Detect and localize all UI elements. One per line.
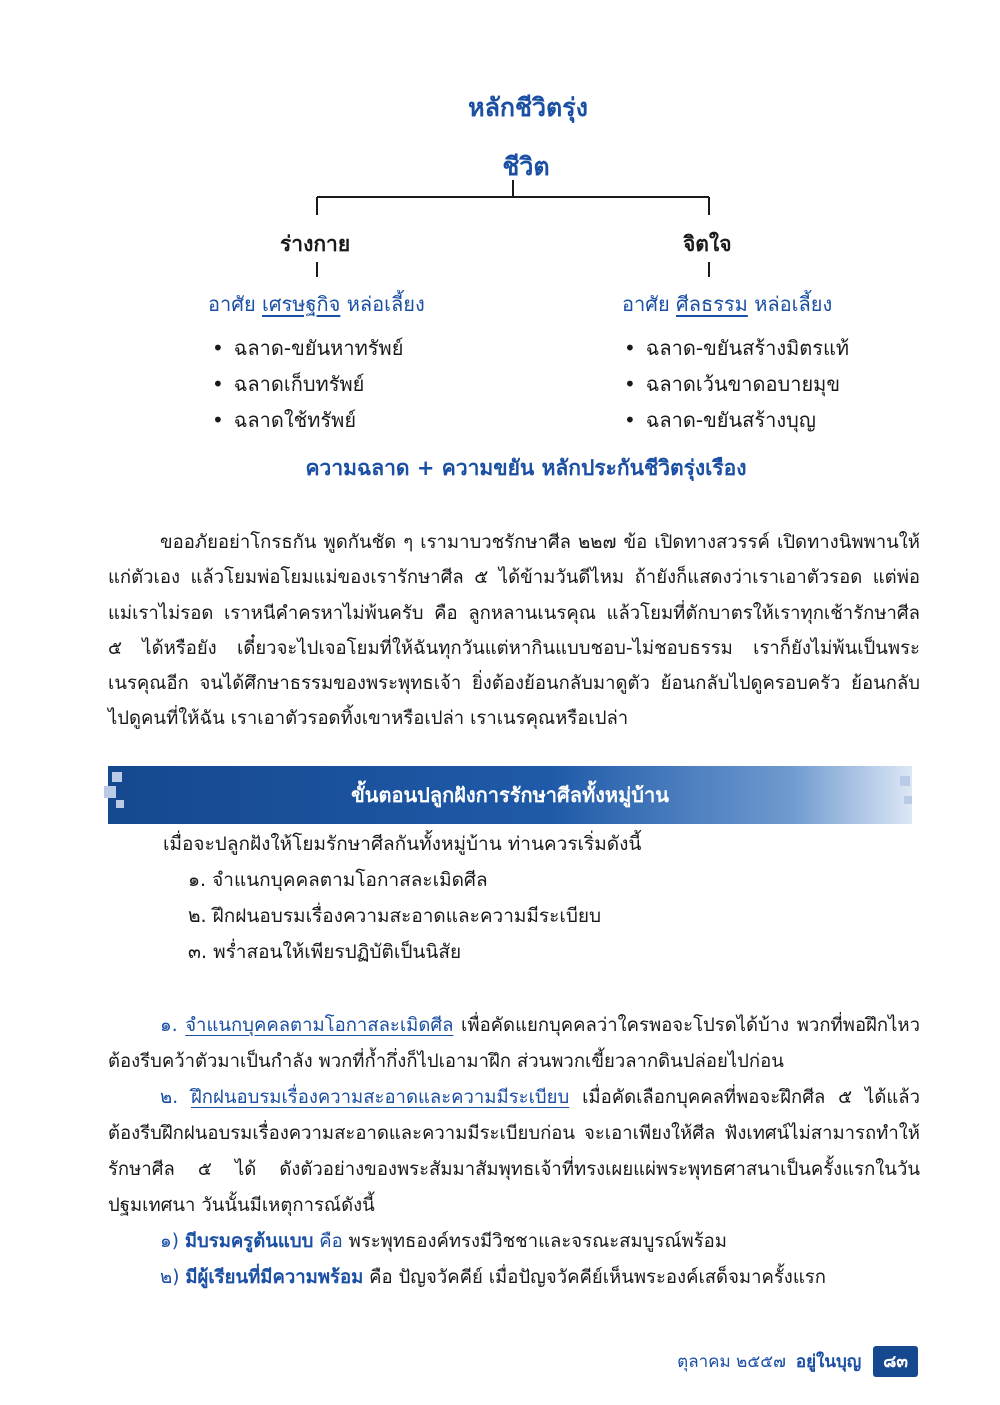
section-text: คือ ปัญจวัคคีย์ เมื่อปัญจวัคคีย์เห็นพระองค์เสด็จมาครั้งแรก: [363, 1267, 826, 1288]
left-support-suffix: หล่อเลี้ยง: [346, 292, 425, 316]
list-item: • ฉลาด-ขยันสร้างบุญ: [624, 402, 849, 438]
list-item: • ฉลาด-ขยันหาทรัพย์: [212, 330, 403, 366]
footer-date: ตุลาคม ๒๕๕๗: [677, 1352, 786, 1372]
section-heading: มีผู้เรียนที่มีความพร้อม: [185, 1267, 364, 1288]
diagram-slogan: ความฉลาด + ความขยัน หลักประกันชีวิตรุ่งเรือง: [305, 456, 747, 480]
right-support-text: [622, 288, 832, 320]
left-support-prefix: อาศัย: [208, 292, 256, 316]
section-banner: [108, 766, 912, 824]
page-number: ๘๓: [873, 1346, 918, 1377]
right-branch-label: จิตใจ: [683, 232, 732, 256]
list-item: • ฉลาดเก็บทรัพย์: [212, 366, 403, 402]
page-footer: [677, 1346, 918, 1377]
body-sections: [108, 1008, 920, 1296]
banner-pixel-decoration: [112, 772, 122, 782]
intro-paragraph: [108, 525, 920, 737]
section-banner-title: ขั้นตอนปลูกฝังการรักษาศีลทั้งหมู่บ้าน: [351, 783, 669, 807]
section-1: [108, 1008, 920, 1080]
section-link-word: คือ: [319, 1231, 343, 1252]
right-support-suffix: หล่อเลี้ยง: [754, 292, 833, 316]
list-item: ๓. พร่ำสอนให้เพียรปฏิบัติเป็นนิสัย: [188, 941, 462, 963]
section-heading: มีบรมครูต้นแบบ: [184, 1231, 314, 1252]
steps-list: [188, 862, 601, 970]
section-text: เพื่อคัดแยกบุคคลว่าใครพอจะโปรดได้บ้าง พวกที่พอฝึกไหว ต้องรีบคว้าตัวมาเป็นกำลัง พวกที่ก้ำกึ่งก็ไปเอามาฝึก ส่วนพวกเขี้ยวลากดินปล่อยไปก่อน: [108, 1015, 920, 1072]
diagram-title: หลักชีวิตรุ่ง: [468, 93, 588, 122]
banner-pixel-decoration: [900, 776, 910, 786]
list-item: • ฉลาด-ขยันสร้างมิตรแท้: [624, 330, 849, 366]
right-support-prefix: อาศัย: [622, 292, 670, 316]
list-item: • ฉลาดเว้นขาดอบายมุข: [624, 366, 849, 402]
right-support-key: ศีลธรรม: [676, 292, 748, 316]
list-item: • ฉลาดใช้ทรัพย์: [212, 402, 403, 438]
section-number: ๑): [160, 1231, 179, 1252]
left-support-text: [208, 288, 425, 320]
steps-intro: เมื่อจะปลูกฝังให้โยมรักษาศีลกันทั้งหมู่บ้าน ท่านควรเริ่มดังนี้: [163, 833, 642, 855]
left-branch-label: ร่างกาย: [280, 232, 351, 256]
diagram-root-label: ชีวิต: [502, 152, 550, 181]
section-number: ๒): [160, 1267, 180, 1288]
left-support-key: เศรษฐกิจ: [262, 292, 341, 316]
list-item: ๒. ฝึกฝนอบรมเรื่องความสะอาดและความมีระเบียบ: [188, 905, 602, 927]
paragraph-text: ขออภัยอย่าโกรธกัน พูดกันชัด ๆ เรามาบวชรักษาศีล ๒๒๗ ข้อ เปิดทางสวรรค์ เปิดทางนิพพานให้แก่ตัวเอง แล้วโยมพ่อโยมแม่ของเรารักษาศีล ๕ ได้ข้ามวันดีไหม ถ้ายังก็แสดงว่าเราเอาตัวรอด แต่พ่อแม่เราไม่รอด เราหนีคำครหาไม่พ้นครับ คือ ลูกหลานเนรคุณ แล้วโยมที่ตักบาตรให้เราทุกเช้ารักษาศีล ๕ ได้หรือยัง เดี๋ยวจะไปเจอโยมที่ให้ฉันทุกวันแต่หากินแบบชอบ-ไม่ชอบธรรม เราก็ยังไม่พ้นเป็นพระเนรคุณอีก จนได้ศึกษาธรรมของพระพุทธเจ้า ยิ่งต้องย้อนกลับมาดูตัว ย้อนกลับไปดูครอบครัว ย้อนกลับไปดูคนที่ให้ฉัน เราเอาตัวรอดทิ้งเขาหรือเปล่า เราเนรคุณหรือเปล่า: [108, 532, 920, 730]
section-3: [108, 1224, 920, 1260]
list-item: ๑. จำแนกบุคคลตามโอกาสละเมิดศีล: [188, 869, 488, 891]
banner-pixel-decoration: [104, 786, 116, 798]
banner-pixel-decoration: [116, 800, 124, 808]
section-number: ๒.: [160, 1087, 179, 1108]
section-heading: จำแนกบุคคลตามโอกาสละเมิดศีล: [185, 1015, 454, 1036]
section-2: [108, 1080, 920, 1224]
tree-connector-lines: [0, 0, 1000, 300]
banner-pixel-decoration: [904, 796, 912, 804]
section-text: เมื่อคัดเลือกบุคคลที่พอจะฝึกศีล ๕ ได้แล้ว ต้องรีบฝึกฝนอบรมเรื่องความสะอาดและความมีระเบียบก่อน จะเอาเพียงให้ศีล ฟังเทศน์ไม่สามารถทำให้รักษาศีล ๕ ได้ ดังตัวอย่างของพระสัมมาสัมพุทธเจ้าที่ทรงเผยแผ่พระพุทธศาสนาเป็นครั้งแรกในวันปฐมเทศนา วันนั้นมีเหตุการณ์ดังนี้: [108, 1087, 920, 1216]
section-heading: ฝึกฝนอบรมเรื่องความสะอาดและความมีระเบียบ: [190, 1087, 570, 1108]
right-bullet-list: [624, 330, 849, 438]
section-text: พระพุทธองค์ทรงมีวิชชาและจรณะสมบูรณ์พร้อม: [342, 1231, 727, 1252]
footer-magazine: อยู่ในบุญ: [795, 1352, 862, 1372]
section-4: [108, 1260, 920, 1296]
section-number: ๑.: [160, 1015, 178, 1036]
left-bullet-list: [212, 330, 403, 438]
